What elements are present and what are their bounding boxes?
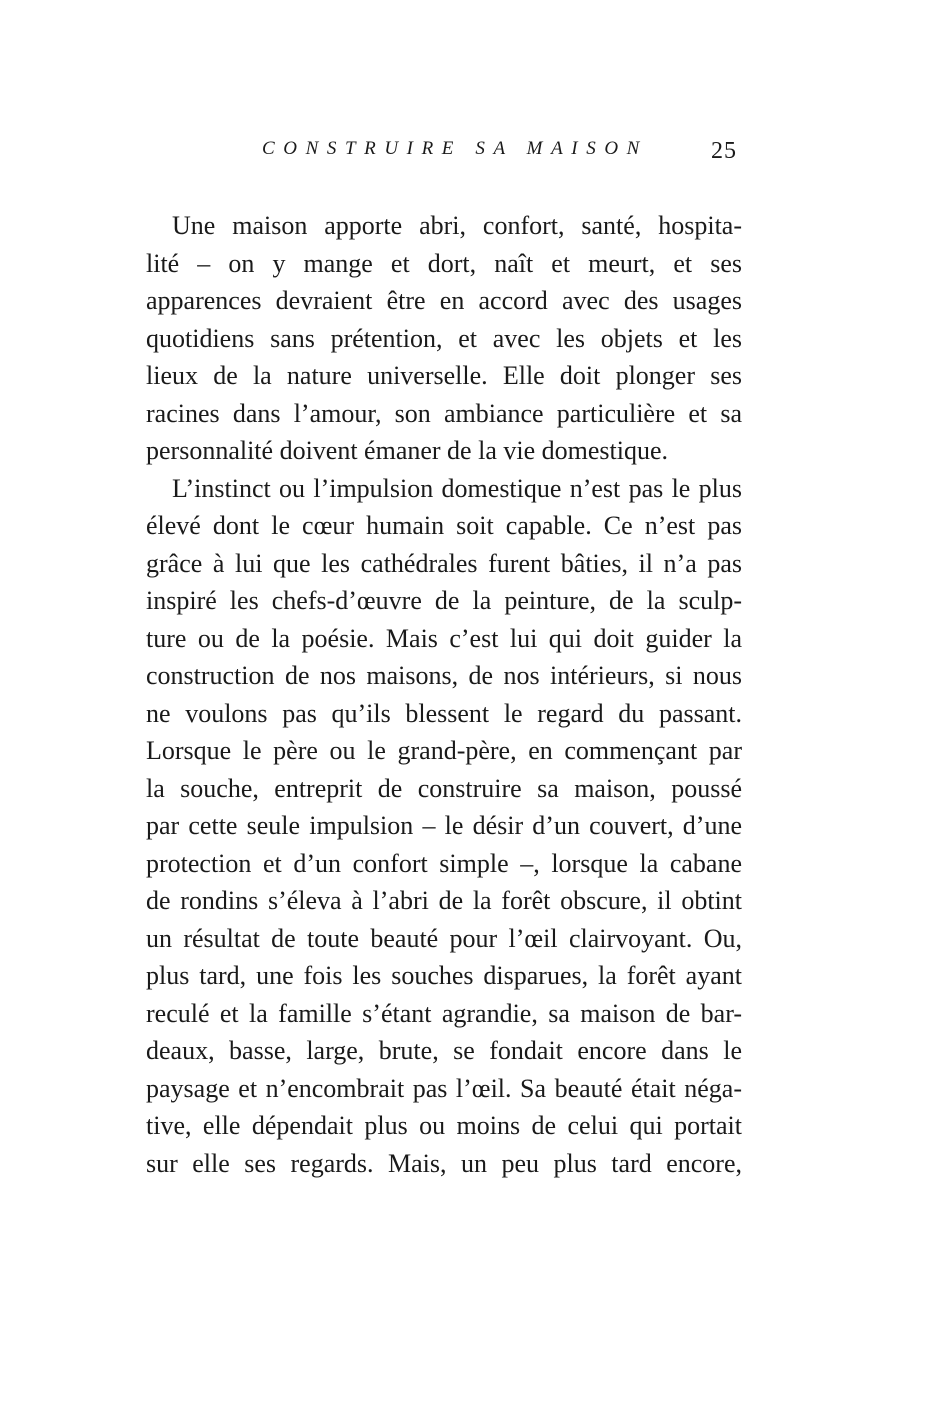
text-line: paysage et n’encombrait pas l’œil. Sa beauté était néga- [146,1073,742,1103]
text-line: Une maison apporte abri, confort, santé, hospita- [172,211,742,240]
running-title: CONSTRUIRE SA MAISON [262,138,648,159]
text-line: lité – on y mange et dort, naît et meurt, et ses [146,248,742,278]
body-text [146,207,742,1182]
text-line: de rondins s’éleva à l’abri de la forêt obscure, il obtint [146,886,742,915]
text-line: personnalité doivent émaner de la vie domestique. [146,436,668,465]
text-line: grâce à lui que les cathédrales furent bâties, il n’a pas [146,548,742,578]
text-line: la souche, entreprit de construire sa maison, poussé [146,773,742,803]
text-line: lieux de la nature universelle. Elle doit plonger ses [146,361,742,390]
text-line: protection et d’un confort simple –, lorsque la cabane [146,848,742,878]
text-line: tive, elle dépendait plus ou moins de celui qui portait [146,1111,742,1140]
text-line: un résultat de toute beauté pour l’œil clairvoyant. Ou, [146,923,742,953]
text-line: reculé et la famille s’étant agrandie, sa maison de bar- [146,998,742,1028]
text-line: inspiré les chefs-d’œuvre de la peinture, de la sculp- [146,586,742,615]
text-line: ture ou de la poésie. Mais c’est lui qui doit guider la [146,623,742,653]
text-line: Lorsque le père ou le grand-père, en commençant par [146,736,742,765]
text-line: ne voulons pas qu’ils blessent le regard du passant. [146,698,742,728]
text-line: élevé dont le cœur humain soit capable. Ce n’est pas [146,511,742,540]
text-line: quotidiens sans prétention, et avec les objets et les [146,323,742,353]
text-line: L’instinct ou l’impulsion domestique n’est pas le plus [172,473,742,503]
page-number: 25 [711,138,737,164]
text-line: deaux, basse, large, brute, se fondait encore dans le [146,1036,742,1065]
text-line: par cette seule impulsion – le désir d’un couvert, d’une [146,811,742,840]
text-line: sur elle ses regards. Mais, un peu plus tard encore, [146,1148,742,1178]
running-head [0,134,944,164]
text-line: construction de nos maisons, de nos intérieurs, si nous [146,661,742,690]
text-line: racines dans l’amour, son ambiance particulière et sa [146,398,742,428]
text-line: apparences devraient être en accord avec des usages [146,286,742,315]
text-line: plus tard, une fois les souches disparues, la forêt ayant [146,961,742,990]
